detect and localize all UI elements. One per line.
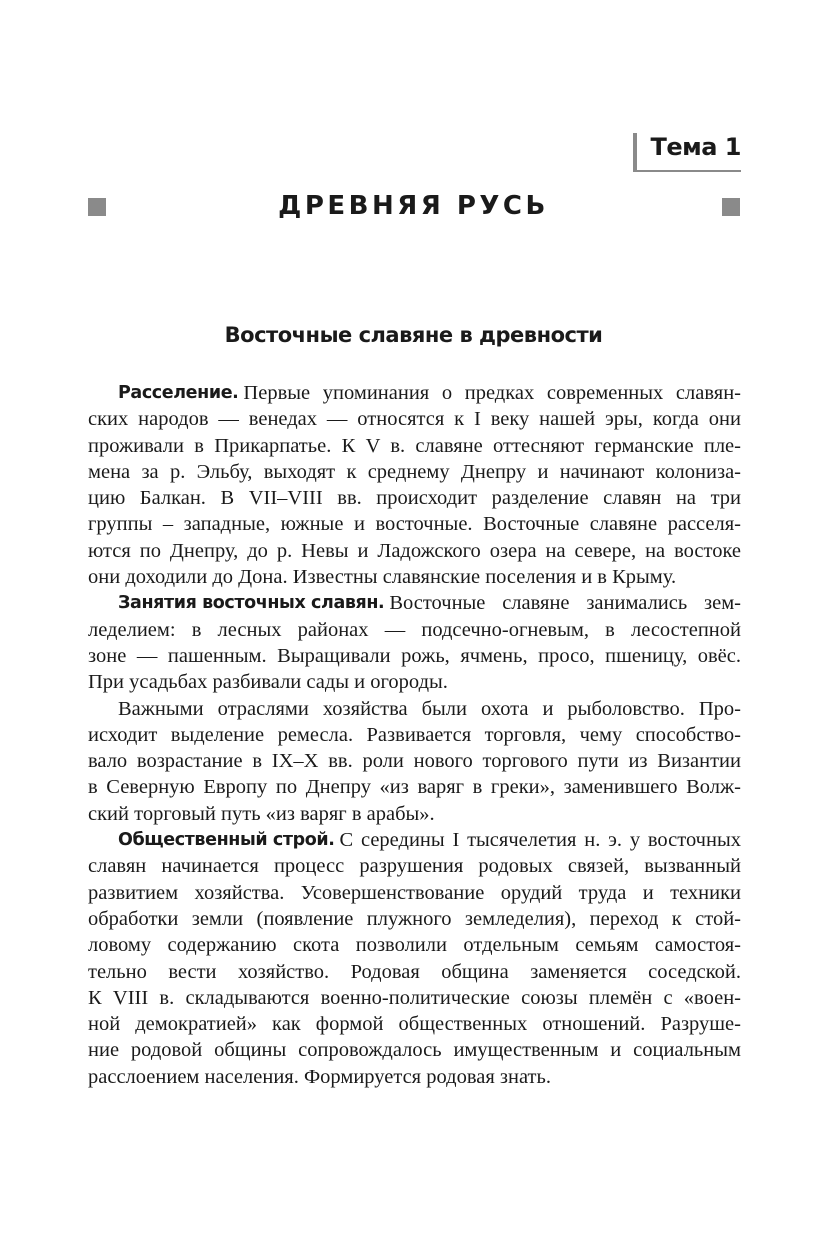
text-line xyxy=(88,985,741,1011)
text-line xyxy=(88,1064,741,1090)
text-line xyxy=(88,696,741,722)
line-text: они доходили до Дона. Известны славянские поселения и в Крыму. xyxy=(88,566,677,589)
text-line xyxy=(88,1037,741,1063)
body-text xyxy=(88,380,741,1090)
line-text: славян начинается процесс разрушения родовых связей, вызванный xyxy=(88,855,741,878)
text-line xyxy=(88,880,741,906)
paragraph xyxy=(88,696,741,827)
text-line xyxy=(88,485,741,511)
line-text: леделием: в лесных районах — подсечно-огневым, в лесостепной xyxy=(88,618,741,641)
line-text: вало возрастание в IX–X вв. роли нового торгового пути из Византии xyxy=(88,750,741,773)
text-line xyxy=(88,801,741,827)
line-text: ловому содержанию скота позволили отдельным семьям самостоя- xyxy=(88,934,741,957)
text-line xyxy=(88,959,741,985)
section-title: Восточные славяне в древности xyxy=(224,323,603,347)
line-text: обработки земли (появление плужного земледелия), переход к стой- xyxy=(88,907,741,930)
text-line xyxy=(88,564,741,590)
text-line xyxy=(88,722,741,748)
text-line xyxy=(88,380,741,406)
chapter-title: ДРЕВНЯЯ РУСЬ xyxy=(278,191,549,221)
paragraph xyxy=(88,590,741,695)
paragraph-lead: Общественный строй. xyxy=(118,830,335,851)
text-line xyxy=(88,511,741,537)
text-line xyxy=(88,433,741,459)
line-text: С середины I тысячелетия н. э. у восточных xyxy=(339,829,741,852)
line-text: ский торговый путь «из варяг в арабы». xyxy=(88,802,435,825)
line-text: мена за р. Эльбу, выходят к среднему Днепру и начинают колониза- xyxy=(88,460,741,483)
text-line xyxy=(88,590,741,616)
line-text: Важными отраслями хозяйства были охота и рыболовство. Про- xyxy=(118,697,741,720)
text-line xyxy=(88,906,741,932)
line-text: в Северную Европу по Днепру «из варяг в греки», заменившего Волж- xyxy=(88,776,741,799)
paragraph-lead: Расселение. xyxy=(118,383,239,403)
line-text: Первые упоминания о предках современных славян- xyxy=(243,382,741,404)
line-text: зоне — пашенным. Выращивали рожь, ячмень, просо, пшеницу, овёс. xyxy=(88,644,741,667)
text-line xyxy=(88,617,741,643)
line-text: ются по Днепру, до р. Невы и Ладожского озера на севере, на востоке xyxy=(88,539,741,562)
line-text: К VIII в. складываются военно-политические союзы племён с «воен- xyxy=(88,986,741,1009)
text-line xyxy=(88,853,741,879)
line-text: группы – западные, южные и восточные. Восточные славяне расселя- xyxy=(88,513,741,536)
line-text: расслоением населения. Формируется родовая знать. xyxy=(88,1065,551,1088)
text-line xyxy=(88,538,741,564)
topic-label: Тема 1 xyxy=(650,133,741,161)
text-line xyxy=(88,459,741,485)
line-text: исходит выделение ремесла. Развивается торговля, чему способство- xyxy=(88,723,741,746)
line-text: ние родовой общины сопровождалось имущественным и социальным xyxy=(88,1039,741,1062)
line-text: проживали в Прикарпатье. К V в. славяне оттесняют германские пле- xyxy=(88,434,741,457)
line-text: При усадьбах разбивали сады и огороды. xyxy=(88,671,448,694)
line-text: цию Балкан. В VII–VIII вв. происходит разделение славян на три xyxy=(88,487,741,510)
paragraph-lead: Занятия восточных славян. xyxy=(118,593,385,614)
topic-label-box xyxy=(633,133,741,172)
line-text: развитием хозяйства. Усовершенствование орудий труда и техники xyxy=(88,881,741,904)
text-line xyxy=(88,774,741,800)
text-line xyxy=(88,669,741,695)
text-line xyxy=(88,827,741,853)
text-line xyxy=(88,643,741,669)
text-line xyxy=(88,1011,741,1037)
line-text: Восточные славяне занимались зем- xyxy=(389,592,741,615)
line-text: ной демократией» как формой общественных отношений. Разруше- xyxy=(88,1013,741,1036)
line-text: ских народов — венедах — относятся к I веку нашей эры, когда они xyxy=(88,408,741,431)
text-line xyxy=(88,932,741,958)
line-text: тельно вести хозяйство. Родовая община заменяется соседской. xyxy=(88,960,741,983)
paragraph xyxy=(88,380,741,590)
text-line xyxy=(88,748,741,774)
text-line xyxy=(88,406,741,432)
paragraph xyxy=(88,827,741,1090)
